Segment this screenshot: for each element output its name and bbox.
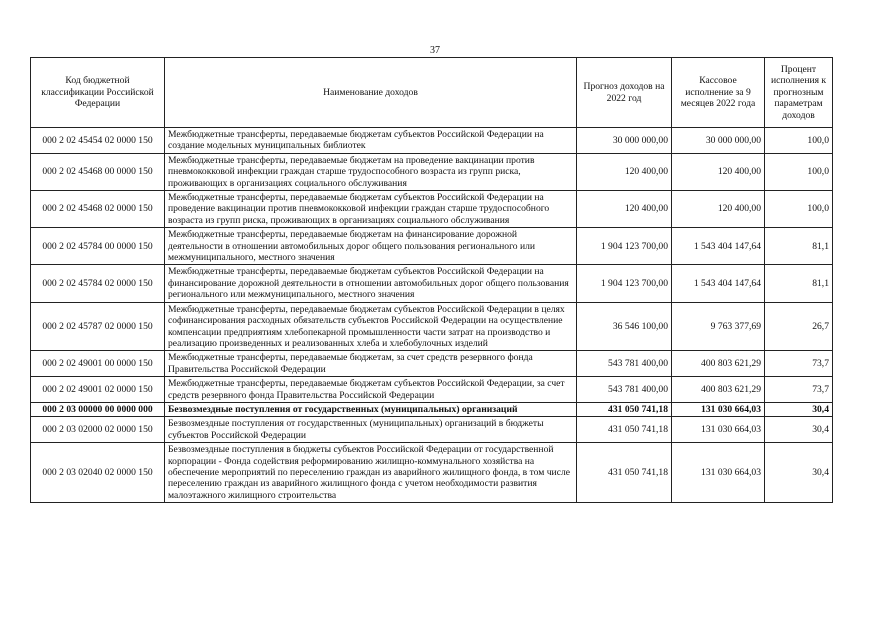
table-row bbox=[31, 417, 833, 443]
percent-cell: 26,7 bbox=[765, 302, 833, 351]
name-cell: Безвозмездные поступления в бюджеты субъектов Российской Федерации от государственной корпорации - Фонда содействия реформированию жилищно-коммунального хозяйства на обеспечение мероприятий по переселению граждан из аварийного жилищного фонда, в том числе переселению граждан из аварийного жилищного фонда с учетом необходимости развития малоэтажного жилищного строительства bbox=[165, 443, 577, 503]
table-row bbox=[31, 302, 833, 351]
forecast-cell: 431 050 741,18 bbox=[577, 443, 672, 503]
name-cell: Межбюджетные трансферты, передаваемые бюджетам на финансирование дорожной деятельности в отношении автомобильных дорог общего пользования регионального или межмуниципального, местного значения bbox=[165, 228, 577, 265]
page-number: 37 bbox=[430, 45, 440, 56]
name-cell: Межбюджетные трансферты, передаваемые бюджетам субъектов Российской Федерации в целях софинансирования расходных обязательств субъектов Российской Федерации на осуществление компенсации предприятиям хлебопекарной промышленности части затрат на производство и реализацию произведенных и реализованных хлеба и хлебобулочных изделий bbox=[165, 302, 577, 351]
table-row bbox=[31, 351, 833, 377]
table-row bbox=[31, 191, 833, 228]
table-row bbox=[31, 128, 833, 154]
forecast-cell: 543 781 400,00 bbox=[577, 351, 672, 377]
percent-cell: 73,7 bbox=[765, 377, 833, 403]
header-percent: Процент исполнения к прогнозным параметрам доходов bbox=[765, 58, 833, 128]
execution-cell: 120 400,00 bbox=[672, 191, 765, 228]
percent-cell: 81,1 bbox=[765, 265, 833, 302]
code-cell: 000 2 02 45468 00 0000 150 bbox=[31, 153, 165, 190]
percent-cell: 73,7 bbox=[765, 351, 833, 377]
name-cell: Межбюджетные трансферты, передаваемые бюджетам субъектов Российской Федерации на создание модельных муниципальных библиотек bbox=[165, 128, 577, 154]
name-cell: Межбюджетные трансферты, передаваемые бюджетам на проведение вакцинации против пневмококковой инфекции граждан старше трудоспособного возраста из групп риска, проживающих в организациях социального обслуживания bbox=[165, 153, 577, 190]
code-cell: 000 2 02 45454 02 0000 150 bbox=[31, 128, 165, 154]
name-cell: Межбюджетные трансферты, передаваемые бюджетам, за счет средств резервного фонда Правительства Российской Федерации bbox=[165, 351, 577, 377]
table-row bbox=[31, 153, 833, 190]
code-cell: 000 2 02 45468 02 0000 150 bbox=[31, 191, 165, 228]
execution-cell: 1 543 404 147,64 bbox=[672, 265, 765, 302]
execution-cell: 120 400,00 bbox=[672, 153, 765, 190]
header-name: Наименование доходов bbox=[165, 58, 577, 128]
percent-cell: 100,0 bbox=[765, 191, 833, 228]
code-cell: 000 2 02 45784 02 0000 150 bbox=[31, 265, 165, 302]
header-code: Код бюджетной классификации Российской Федерации bbox=[31, 58, 165, 128]
percent-cell: 30,4 bbox=[765, 443, 833, 503]
execution-cell: 1 543 404 147,64 bbox=[672, 228, 765, 265]
execution-cell: 131 030 664,03 bbox=[672, 402, 765, 416]
execution-cell: 400 803 621,29 bbox=[672, 351, 765, 377]
header-forecast: Прогноз доходов на 2022 год bbox=[577, 58, 672, 128]
code-cell: 000 2 03 02000 02 0000 150 bbox=[31, 417, 165, 443]
code-cell: 000 2 02 45784 00 0000 150 bbox=[31, 228, 165, 265]
forecast-cell: 431 050 741,18 bbox=[577, 402, 672, 416]
code-cell: 000 2 02 49001 02 0000 150 bbox=[31, 377, 165, 403]
table-row bbox=[31, 228, 833, 265]
forecast-cell: 1 904 123 700,00 bbox=[577, 265, 672, 302]
forecast-cell: 1 904 123 700,00 bbox=[577, 228, 672, 265]
revenue-table bbox=[30, 57, 833, 503]
forecast-cell: 120 400,00 bbox=[577, 153, 672, 190]
forecast-cell: 30 000 000,00 bbox=[577, 128, 672, 154]
execution-cell: 9 763 377,69 bbox=[672, 302, 765, 351]
name-cell: Межбюджетные трансферты, передаваемые бюджетам субъектов Российской Федерации, за счет средств резервного фонда Правительства Российской Федерации bbox=[165, 377, 577, 403]
name-cell: Межбюджетные трансферты, передаваемые бюджетам субъектов Российской Федерации на финансирование дорожной деятельности в отношении автомобильных дорог общего пользования регионального или межмуниципального, местного значения bbox=[165, 265, 577, 302]
execution-cell: 400 803 621,29 bbox=[672, 377, 765, 403]
code-cell: 000 2 03 00000 00 0000 000 bbox=[31, 402, 165, 416]
table-header-row bbox=[31, 58, 833, 128]
table-row bbox=[31, 265, 833, 302]
execution-cell: 131 030 664,03 bbox=[672, 443, 765, 503]
forecast-cell: 36 546 100,00 bbox=[577, 302, 672, 351]
table-row bbox=[31, 377, 833, 403]
name-cell: Безвозмездные поступления от государственных (муниципальных) организаций bbox=[165, 402, 577, 416]
forecast-cell: 543 781 400,00 bbox=[577, 377, 672, 403]
percent-cell: 30,4 bbox=[765, 402, 833, 416]
code-cell: 000 2 02 49001 00 0000 150 bbox=[31, 351, 165, 377]
percent-cell: 81,1 bbox=[765, 228, 833, 265]
header-execution: Кассовое исполнение за 9 месяцев 2022 года bbox=[672, 58, 765, 128]
percent-cell: 30,4 bbox=[765, 417, 833, 443]
forecast-cell: 120 400,00 bbox=[577, 191, 672, 228]
table-row bbox=[31, 443, 833, 503]
name-cell: Безвозмездные поступления от государственных (муниципальных) организаций в бюджеты субъектов Российской Федерации bbox=[165, 417, 577, 443]
code-cell: 000 2 02 45787 02 0000 150 bbox=[31, 302, 165, 351]
table-row bbox=[31, 402, 833, 416]
forecast-cell: 431 050 741,18 bbox=[577, 417, 672, 443]
percent-cell: 100,0 bbox=[765, 128, 833, 154]
code-cell: 000 2 03 02040 02 0000 150 bbox=[31, 443, 165, 503]
percent-cell: 100,0 bbox=[765, 153, 833, 190]
execution-cell: 30 000 000,00 bbox=[672, 128, 765, 154]
execution-cell: 131 030 664,03 bbox=[672, 417, 765, 443]
name-cell: Межбюджетные трансферты, передаваемые бюджетам субъектов Российской Федерации на проведение вакцинации против пневмококковой инфекции граждан старше трудоспособного возраста из групп риска, проживающих в организациях социального обслуживания bbox=[165, 191, 577, 228]
